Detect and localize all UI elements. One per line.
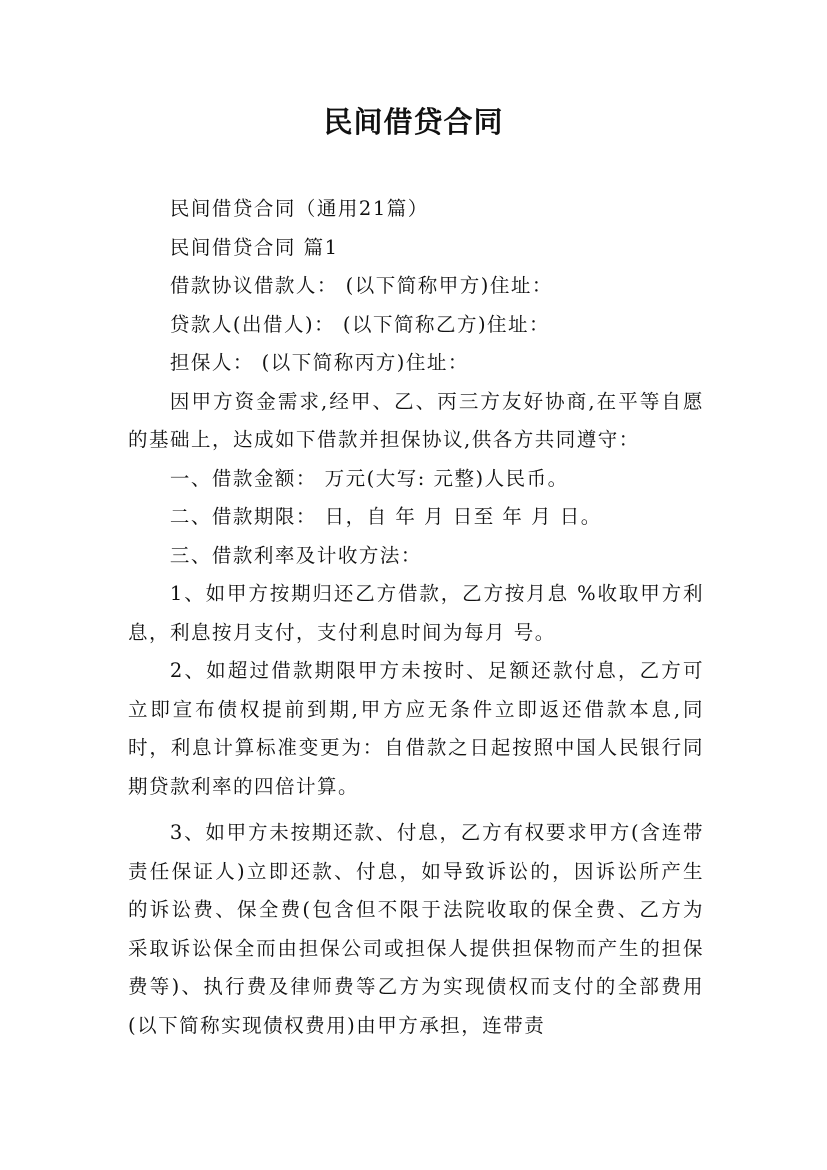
paragraph-interest-heading: 三、借款利率及计收方法：	[169, 543, 422, 567]
paragraph-clause-1: 1、如甲方按期归还乙方借款，乙方按月息 %收取甲方利息，利息按月支付，支付利息时间为每月 号。	[128, 582, 704, 644]
paragraph-guarantor: 担保人： (以下简称丙方)住址：	[169, 351, 469, 374]
paragraph-subtitle: 民间借贷合同（通用21篇）	[169, 197, 429, 220]
document-title: 民间借贷合同	[323, 105, 504, 139]
paragraph-section-heading: 民间借贷合同 篇1	[169, 235, 339, 259]
paragraph-lender: 贷款人(出借人)： (以下简称乙方)住址：	[169, 312, 551, 336]
paragraph-loan-amount: 一、借款金额： 万元(大写: 元整)人民币。	[169, 466, 569, 490]
document-body	[128, 190, 704, 1045]
paragraph-preamble: 因甲方资金需求,经甲、乙、丙三方友好协商,在平等自愿的基础上，达成如下借款并担保协议,供各方共同遵守：	[128, 389, 704, 451]
paragraph-clause-2: 2、如超过借款期限甲方未按时、足额还款付息，乙方可立即宣布债权提前到期,甲方应无条件立即返还借款本息,同时，利息计算标准变更为：自借款之日起按照中国人民银行同期贷款利率的四倍计算。	[128, 659, 704, 798]
paragraph-clause-3: 3、如甲方未按期还款、付息，乙方有权要求甲方(含连带责任保证人)立即还款、付息，如导致诉讼的，因诉讼所产生的诉讼费、保全费(包含但不限于法院收取的保全费、乙方为采取诉讼保全而由担保公司或担保人提供担保物而产生的担保费等)、执行费及律师费等乙方为实现债权而支付的全部费用(以下简称实现债权费用)由甲方承担，连带责	[128, 821, 704, 1037]
paragraph-loan-term: 二、借款期限： 日，自 年 月 日至 年 月 日。	[169, 505, 602, 528]
paragraph-borrower: 借款协议借款人： (以下简称甲方)住址：	[169, 274, 553, 297]
